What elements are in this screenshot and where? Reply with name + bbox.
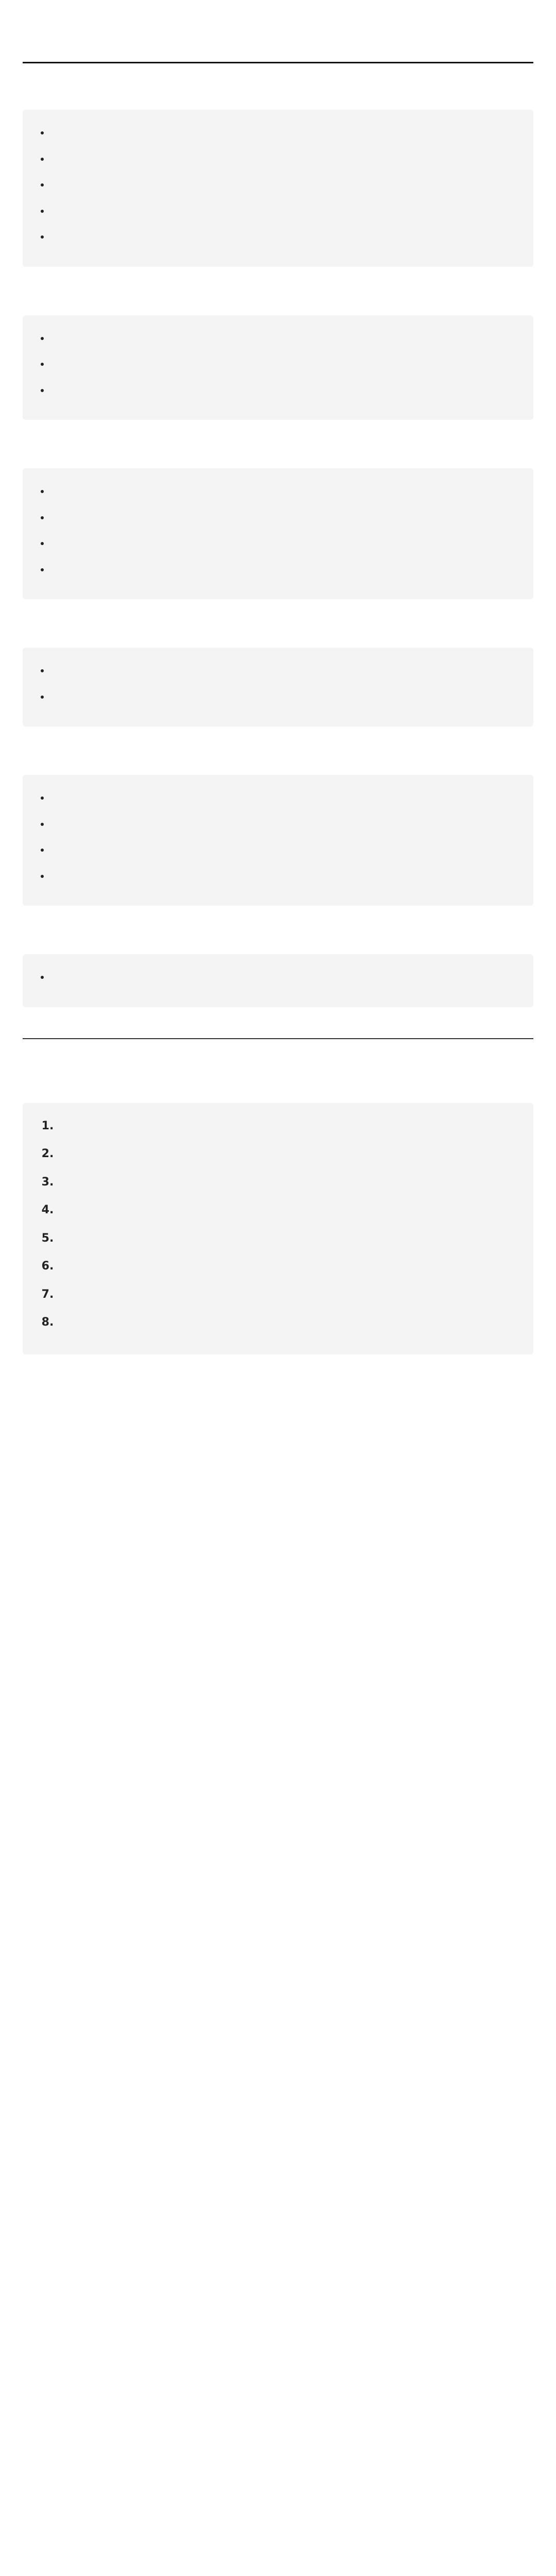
bullet-item: [50, 840, 519, 860]
section: [23, 440, 533, 599]
section-title: [23, 287, 533, 306]
section-title: [23, 747, 533, 766]
bullet-item: [50, 687, 519, 707]
section-body: [23, 954, 533, 1007]
bullet-item: [50, 123, 519, 143]
section-body: [23, 775, 533, 906]
section: [23, 747, 533, 906]
section-body: [23, 468, 533, 599]
bullet-list: [37, 329, 519, 401]
bullet-item: [50, 149, 519, 170]
bullet-list: [37, 968, 519, 988]
bullet-item: [50, 227, 519, 247]
bullet-item: [50, 354, 519, 375]
section-title: [23, 440, 533, 459]
bullet-item: [50, 867, 519, 887]
section: [23, 926, 533, 1007]
bullet-list: [37, 482, 519, 580]
section: [23, 287, 533, 420]
second-part-title: [23, 1060, 533, 1088]
title-divider: [23, 62, 533, 63]
numbered-item: [58, 1116, 519, 1137]
bullet-item: [50, 661, 519, 681]
bullet-item: [50, 482, 519, 502]
numbered-item: [58, 1257, 519, 1277]
bullet-item: [50, 560, 519, 580]
numbered-item: [58, 1285, 519, 1305]
second-part-list: [37, 1116, 519, 1333]
section: [23, 620, 533, 726]
bullet-item: [50, 534, 519, 554]
numbered-item: [58, 1200, 519, 1221]
section-body: [23, 315, 533, 420]
sections-container: [23, 82, 533, 1007]
section-body: [23, 110, 533, 267]
numbered-item: [58, 1173, 519, 1193]
second-part-body: [23, 1103, 533, 1354]
bullet-item: [50, 175, 519, 195]
bullet-list: [37, 788, 519, 886]
bullet-item: [50, 508, 519, 528]
section-body: [23, 648, 533, 726]
page-title: [23, 25, 533, 53]
numbered-item: [58, 1229, 519, 1249]
section-title: [23, 82, 533, 100]
part-divider: [23, 1038, 533, 1039]
bullet-list: [37, 123, 519, 247]
section-title: [23, 620, 533, 638]
bullet-item: [50, 201, 519, 222]
section-title: [23, 926, 533, 945]
bullet-item: [50, 329, 519, 349]
bullet-item: [50, 381, 519, 401]
numbered-item: [58, 1144, 519, 1164]
section: [23, 82, 533, 267]
bullet-item: [50, 815, 519, 835]
bullet-item: [50, 968, 519, 988]
bullet-item: [50, 788, 519, 808]
numbered-item: [58, 1313, 519, 1333]
bullet-list: [37, 661, 519, 707]
